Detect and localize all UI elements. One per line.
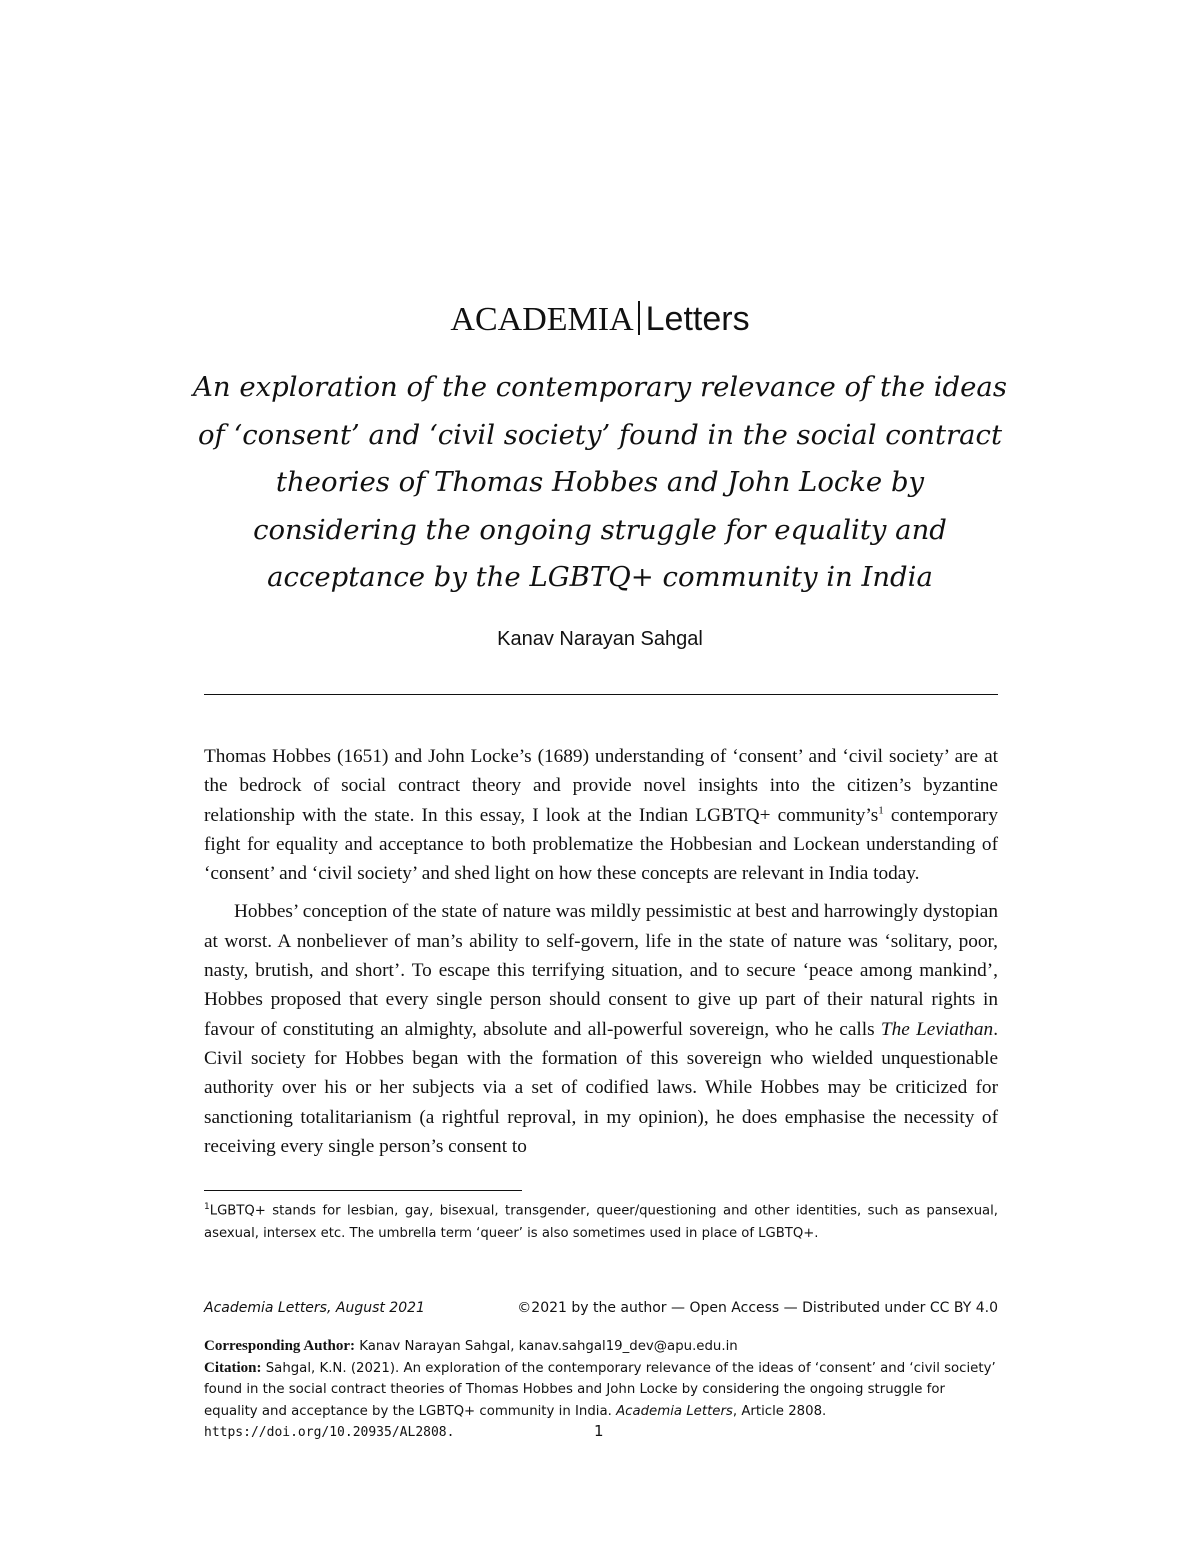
footnote-text: LGBTQ+ stands for lesbian, gay, bisexual, transgender, queer/questioning and other identities, such as pansexual, asexual, intersex etc. The umbrella term ‘queer’ is also sometimes used in place of LGBTQ+. <box>204 1203 998 1242</box>
journal-brand: ACADEMIA <box>450 301 634 338</box>
corresponding-author <box>204 1336 998 1358</box>
body-text: Hobbes’ conception of the state of nature was mildly pessimistic at best and harrowingly dystopian at worst. A nonbeliever of man’s ability to self-govern, life in the state of nature was ‘solitary, poor, nasty, brutish, and short’. To escape this terrifying situation, and to secure ‘peace among mankind’, Hobbes proposed that every single person should consent to give up part of their natural rights in favour of constituting an almighty, absolute and all-powerful sovereign, who he calls <box>204 901 998 1040</box>
footnote-ref[interactable]: 1 <box>878 804 884 817</box>
journal-section: Letters <box>645 300 750 338</box>
citation-journal: Academia Letters <box>616 1403 733 1419</box>
body-paragraph <box>204 742 998 888</box>
footnote <box>204 1196 998 1245</box>
article-author: Kanav Narayan Sahgal <box>497 628 703 650</box>
emphasis-text: The Leviathan <box>880 1018 994 1040</box>
body-text: . Civil society for Hobbes began with the formation of this sovereign who wielded unquestionable authority over his or her subjects via a set of codified laws. While Hobbes may be criticized for sanctioning totalitarianism (a rightful reproval, in my opinion), he does emphasise the necessity of receiving every single person’s consent to <box>204 1018 999 1157</box>
corresponding-label: Corresponding Author: <box>204 1338 355 1354</box>
body-text: Thomas Hobbes (1651) and John Locke’s (1689) understanding of ‘consent’ and ‘civil society’ are at the bedrock of social contract theory and provide novel insights into the citizen’s byzantine relationship with the state. In this essay, I look at the Indian LGBTQ+ community’s <box>204 746 998 826</box>
footnote-divider <box>204 1190 522 1191</box>
doi-link[interactable]: https://doi.org/10.20935/AL2808. <box>204 1425 455 1440</box>
journal-masthead <box>0 300 1200 339</box>
article-body <box>204 742 998 1161</box>
article-title: An exploration of the contemporary relevance of the ideas of ‘consent’ and ‘civil society’ found in the social contract theories of Thomas Hobbes and John Locke by considering the ongoing struggle for equality and acceptance by the LGBTQ+ community in India <box>193 371 1007 593</box>
page-number: 1 <box>594 1422 604 1440</box>
corresponding-value[interactable]: Kanav Narayan Sahgal, kanav.sahgal19_dev@apu.edu.in <box>355 1339 738 1354</box>
footnote-mark: 1 <box>204 1202 210 1212</box>
citation-article: , Article 2808. <box>732 1403 827 1419</box>
body-text: contemporary fight for equality and acceptance to both problematize the Hobbesian and Lockean understanding of ‘consent’ and ‘civil society’ and shed light on how these concepts are relevant in India today. <box>204 804 998 885</box>
citation-label: Citation: <box>204 1359 262 1376</box>
body-paragraph <box>204 897 998 1161</box>
masthead-divider <box>638 301 640 335</box>
citation-text: Sahgal, K.N. (2021). An exploration of the contemporary relevance of the ideas of ‘consent’ and ‘civil society’ found in the social contract theories of Thomas Hobbes and John Locke by considering the ongoing struggle for equality and acceptance by the LGBTQ+ community in India. <box>204 1360 996 1419</box>
footer-journal: Academia Letters, August 2021 <box>204 1300 425 1316</box>
title-divider <box>204 694 998 695</box>
footer-license: ©2021 by the author — Open Access — Distributed under CC BY 4.0 <box>517 1300 998 1316</box>
